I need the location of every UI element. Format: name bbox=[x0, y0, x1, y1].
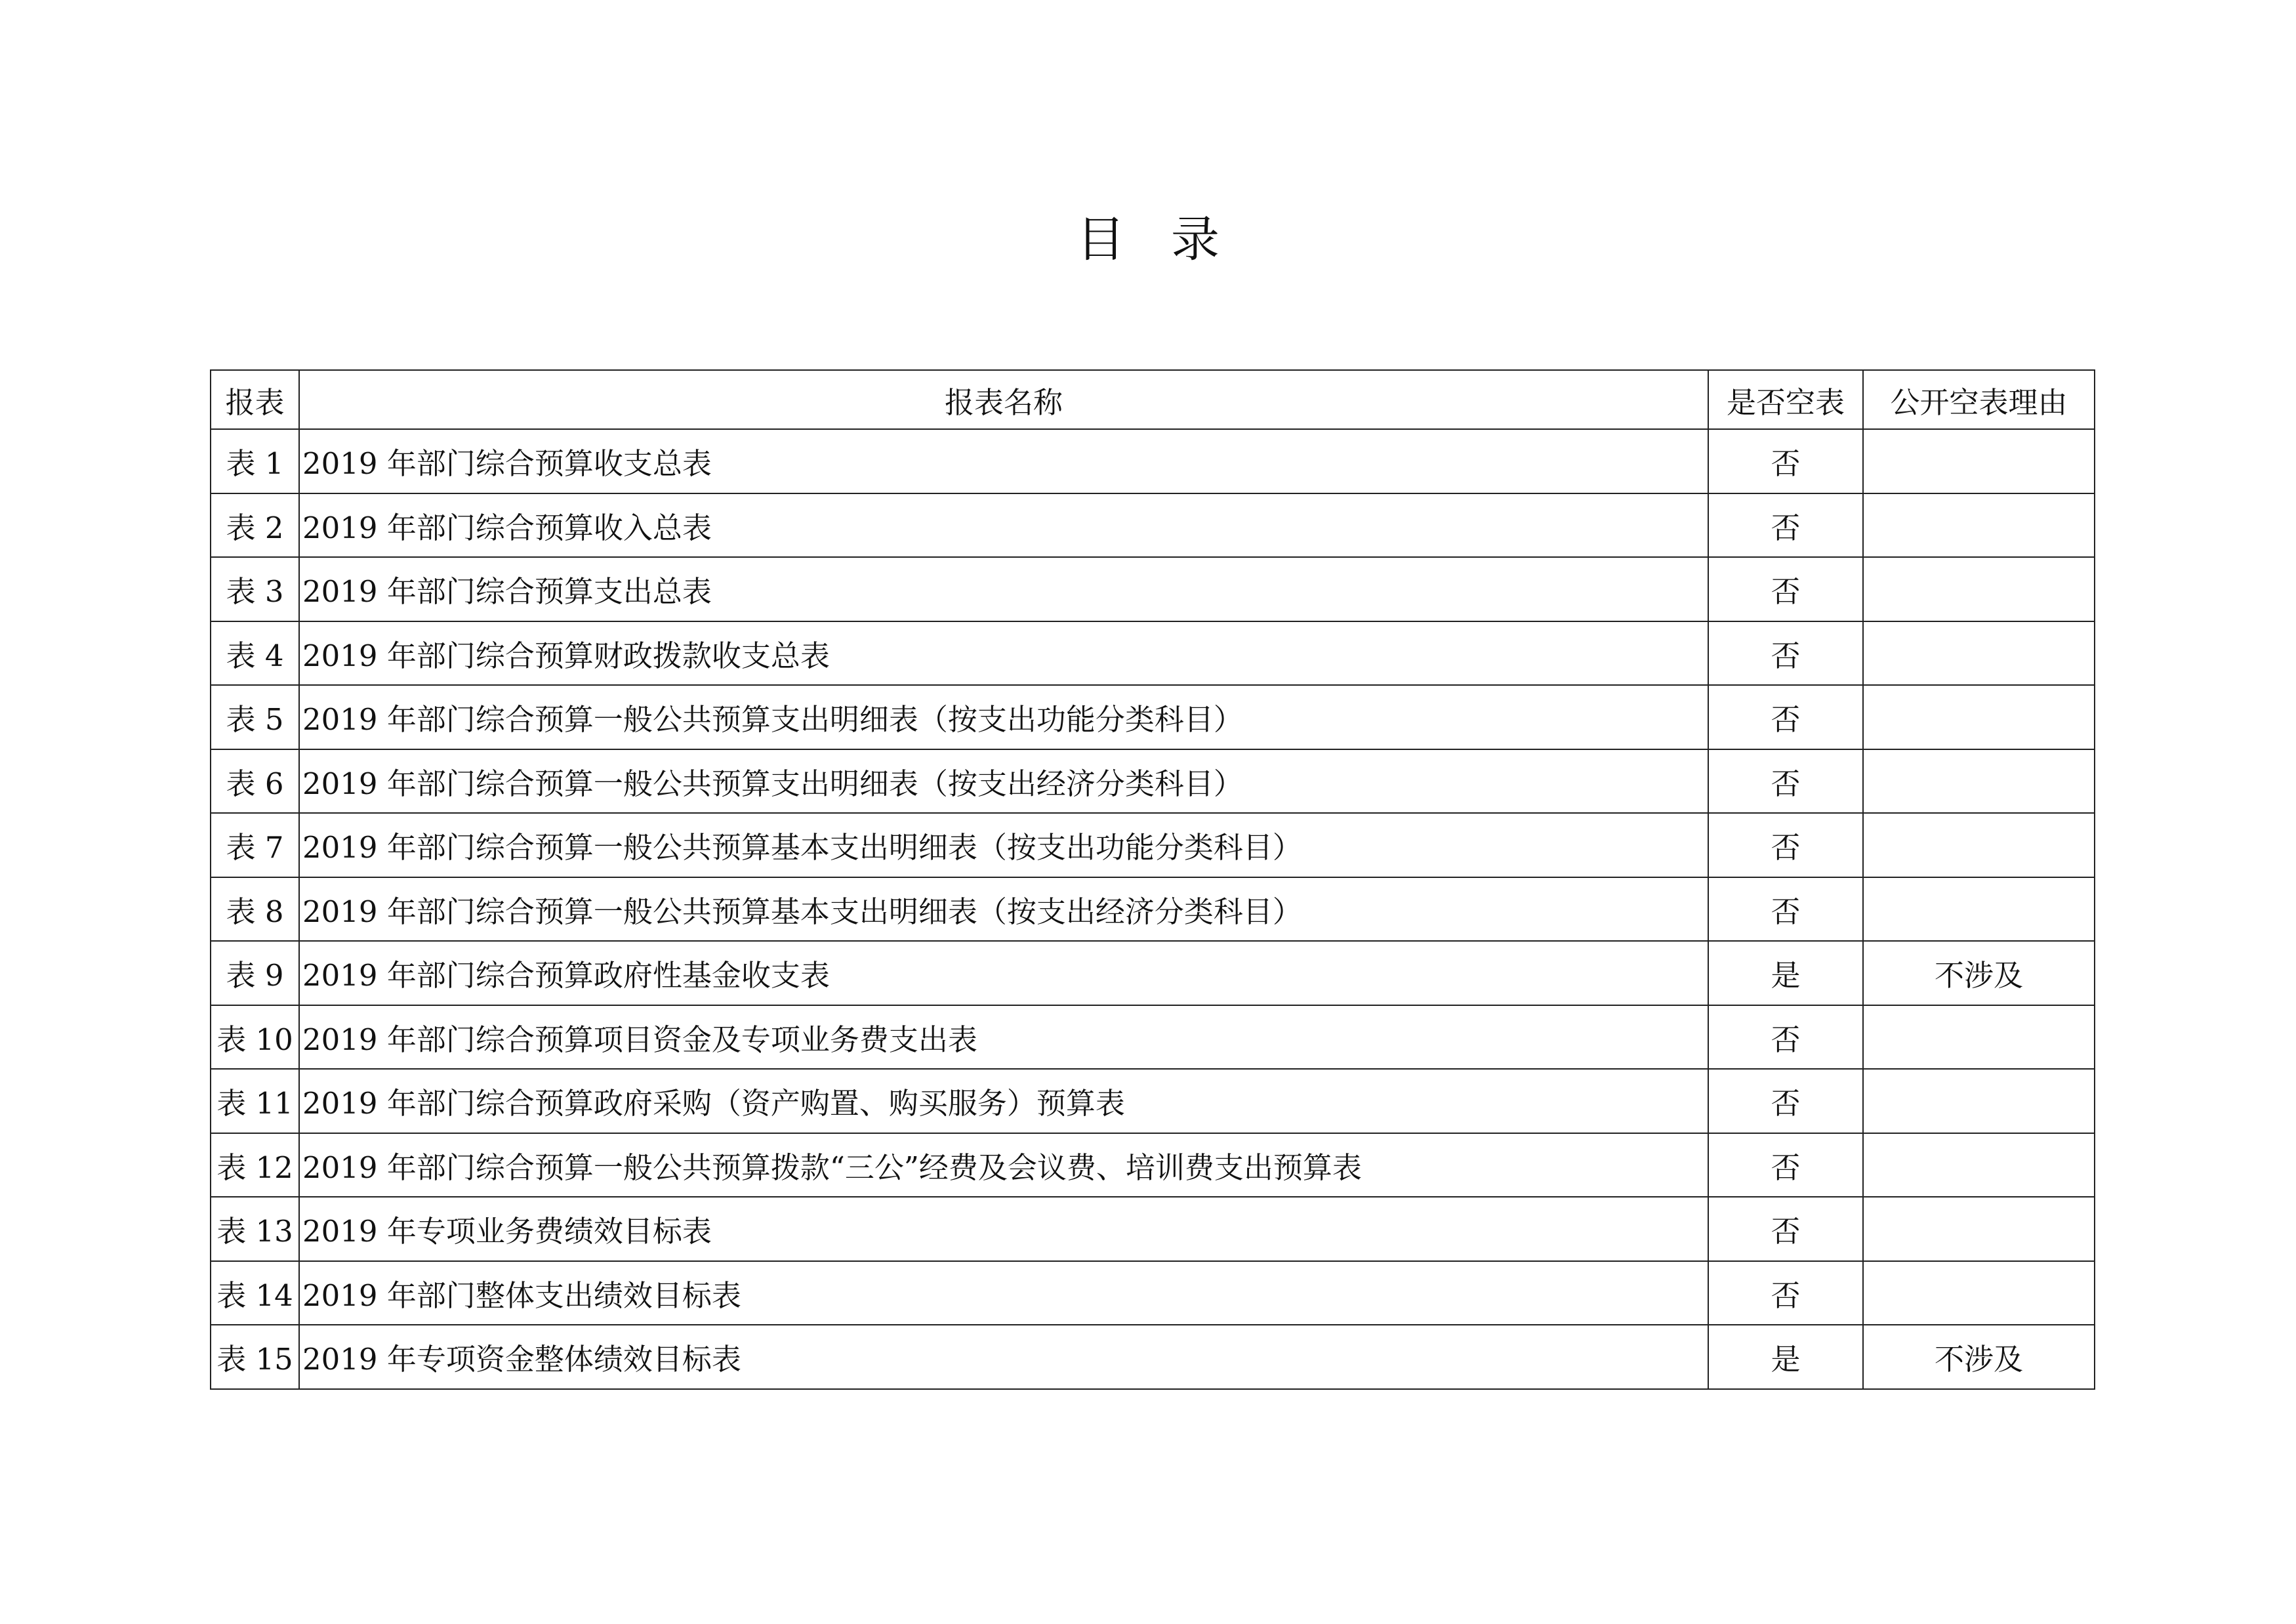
header-report-no: 报表 bbox=[211, 370, 299, 429]
empty-reason bbox=[1863, 1261, 2095, 1325]
table-row bbox=[211, 493, 2095, 558]
is-empty: 否 bbox=[1708, 749, 1863, 814]
empty-reason bbox=[1863, 1197, 2095, 1261]
is-empty: 否 bbox=[1708, 493, 1863, 558]
report-name-text: 2019 年部门综合预算一般公共预算基本支出明细表（按支出经济分类科目） bbox=[302, 894, 1302, 929]
table-row bbox=[211, 1325, 2095, 1389]
is-empty: 否 bbox=[1708, 1005, 1863, 1070]
table-row bbox=[211, 941, 2095, 1005]
report-no: 表 5 bbox=[211, 685, 299, 749]
is-empty: 否 bbox=[1708, 1197, 1863, 1261]
report-no: 表 12 bbox=[211, 1133, 299, 1197]
report-name bbox=[299, 429, 1708, 493]
report-no: 表 4 bbox=[211, 621, 299, 686]
table-row bbox=[211, 685, 2095, 749]
report-no: 表 10 bbox=[211, 1005, 299, 1070]
table-row bbox=[211, 1069, 2095, 1133]
report-name-text: 2019 年部门综合预算财政拨款收支总表 bbox=[302, 638, 830, 673]
page-title: 目录 bbox=[1076, 211, 1265, 268]
empty-reason bbox=[1863, 429, 2095, 493]
report-name bbox=[299, 621, 1708, 686]
table-row bbox=[211, 429, 2095, 493]
report-no: 表 8 bbox=[211, 877, 299, 942]
report-name-text: 2019 年专项业务费绩效目标表 bbox=[302, 1214, 712, 1249]
is-empty: 是 bbox=[1708, 941, 1863, 1005]
report-no: 表 2 bbox=[211, 493, 299, 558]
report-name-text: 2019 年部门综合预算一般公共预算支出明细表（按支出经济分类科目） bbox=[302, 766, 1243, 801]
table-row bbox=[211, 1197, 2095, 1261]
report-name bbox=[299, 1069, 1708, 1133]
empty-reason bbox=[1863, 749, 2095, 814]
empty-reason bbox=[1863, 557, 2095, 621]
empty-reason bbox=[1863, 621, 2095, 686]
empty-reason bbox=[1863, 877, 2095, 942]
is-empty: 否 bbox=[1708, 429, 1863, 493]
is-empty: 否 bbox=[1708, 557, 1863, 621]
empty-reason bbox=[1863, 1005, 2095, 1070]
table-row bbox=[211, 621, 2095, 686]
report-no: 表 11 bbox=[211, 1069, 299, 1133]
is-empty: 否 bbox=[1708, 1069, 1863, 1133]
header-report-name: 报表名称 bbox=[299, 370, 1708, 429]
report-no: 表 3 bbox=[211, 557, 299, 621]
report-name-text: 2019 年部门综合预算项目资金及专项业务费支出表 bbox=[302, 1022, 977, 1057]
is-empty: 否 bbox=[1708, 685, 1863, 749]
empty-reason bbox=[1863, 493, 2095, 558]
report-name bbox=[299, 749, 1708, 814]
report-table bbox=[210, 369, 2095, 1390]
report-name bbox=[299, 1005, 1708, 1070]
report-name bbox=[299, 1325, 1708, 1389]
is-empty: 是 bbox=[1708, 1325, 1863, 1389]
empty-reason bbox=[1863, 813, 2095, 877]
table-header-row bbox=[211, 370, 2095, 429]
report-name-text: 2019 年部门综合预算一般公共预算支出明细表（按支出功能分类科目） bbox=[302, 702, 1243, 738]
is-empty: 否 bbox=[1708, 813, 1863, 877]
is-empty: 否 bbox=[1708, 877, 1863, 942]
report-name-text: 2019 年专项资金整体绩效目标表 bbox=[302, 1342, 741, 1377]
table-row bbox=[211, 749, 2095, 814]
empty-reason bbox=[1863, 685, 2095, 749]
is-empty: 否 bbox=[1708, 1261, 1863, 1325]
empty-reason bbox=[1863, 1133, 2095, 1197]
report-name-text: 2019 年部门综合预算支出总表 bbox=[302, 574, 712, 610]
report-no: 表 1 bbox=[211, 429, 299, 493]
table-row bbox=[211, 557, 2095, 621]
report-name bbox=[299, 941, 1708, 1005]
report-no: 表 14 bbox=[211, 1261, 299, 1325]
report-name bbox=[299, 493, 1708, 558]
report-name-text: 2019 年部门综合预算政府采购（资产购置、购买服务）预算表 bbox=[302, 1086, 1125, 1121]
is-empty: 否 bbox=[1708, 621, 1863, 686]
empty-reason: 不涉及 bbox=[1863, 1325, 2095, 1389]
report-no: 表 15 bbox=[211, 1325, 299, 1389]
report-name-text: 2019 年部门综合预算收支总表 bbox=[302, 446, 712, 482]
table-row bbox=[211, 813, 2095, 877]
table-row bbox=[211, 1261, 2095, 1325]
report-name bbox=[299, 1197, 1708, 1261]
empty-reason: 不涉及 bbox=[1863, 941, 2095, 1005]
report-no: 表 9 bbox=[211, 941, 299, 1005]
report-name-text: 2019 年部门综合预算一般公共预算拨款“三公”经费及会议费、培训费支出预算表 bbox=[302, 1150, 1362, 1185]
report-name bbox=[299, 557, 1708, 621]
report-no: 表 6 bbox=[211, 749, 299, 814]
report-name-text: 2019 年部门综合预算政府性基金收支表 bbox=[302, 958, 830, 993]
report-name-text: 2019 年部门综合预算收入总表 bbox=[302, 510, 712, 545]
report-name bbox=[299, 1133, 1708, 1197]
report-name bbox=[299, 813, 1708, 877]
table-row bbox=[211, 1133, 2095, 1197]
is-empty: 否 bbox=[1708, 1133, 1863, 1197]
report-name-text: 2019 年部门综合预算一般公共预算基本支出明细表（按支出功能分类科目） bbox=[302, 830, 1302, 865]
empty-reason bbox=[1863, 1069, 2095, 1133]
report-name bbox=[299, 685, 1708, 749]
report-name-text: 2019 年部门整体支出绩效目标表 bbox=[302, 1278, 741, 1313]
report-name bbox=[299, 1261, 1708, 1325]
report-no: 表 13 bbox=[211, 1197, 299, 1261]
header-empty-reason: 公开空表理由 bbox=[1863, 370, 2095, 429]
report-name bbox=[299, 877, 1708, 942]
report-no: 表 7 bbox=[211, 813, 299, 877]
table-row bbox=[211, 1005, 2095, 1070]
header-is-empty: 是否空表 bbox=[1708, 370, 1863, 429]
table-row bbox=[211, 877, 2095, 942]
